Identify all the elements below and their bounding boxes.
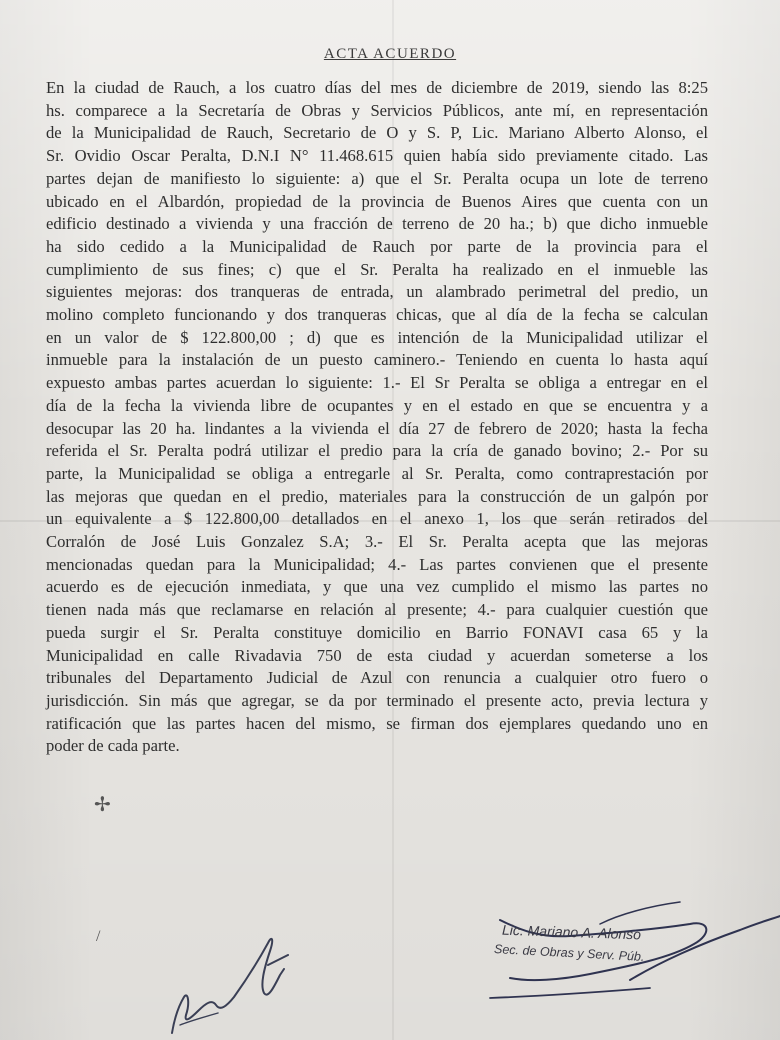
body-line: tienen nada más que reclamarse en relación al presente; 4.- para cualquier cuestión que (46, 600, 708, 620)
stamp-name: Lic. Mariano A. Alonso (501, 921, 642, 943)
body-line: en un valor de $ 122.800,00 ; d) que es intención de la Municipalidad utilizar el (46, 327, 708, 347)
body-line: partes dejan de manifiesto lo siguiente: a) que el Sr. Peralta ocupa un lote de terreno (46, 168, 708, 188)
body-line: jurisdicción. Sin más que agregar, se da por terminado el presente acto, previa lectura y (46, 690, 708, 710)
pen-mark: ✢ (94, 794, 111, 816)
body-line: Corralón de José Luis Gonzalez S.A; 3.- El Sr. Peralta acepta que las mejoras (46, 532, 708, 552)
body-line: inmueble para la instalación de un puesto caminero.- Teniendo en cuenta lo hasta aquí (46, 350, 708, 370)
body-line: molino completo funcionando y dos tranqueras chicas, que al día de la fecha se calculan (46, 305, 708, 325)
pen-mark: / (96, 928, 101, 945)
body-line: de la Municipalidad de Rauch, Secretario de O y S. P, Lic. Mariano Alberto Alonso, el (46, 123, 708, 143)
body-line: Municipalidad en calle Rivadavia 750 de esta ciudad y acuerdan someterse a los (46, 645, 708, 665)
body-line: siguientes mejoras: dos tranqueras de entrada, un alambrado perimetral del predio, un (46, 282, 708, 302)
body-line: ratificación que las partes hacen del mismo, se firman dos ejemplares quedando uno en (46, 713, 708, 733)
body-line: expuesto ambas partes acuerdan lo siguiente: 1.- El Sr Peralta se obliga a entregar en el (46, 373, 708, 393)
body-line: día de la fecha la vivienda libre de ocupantes y en el estado en que se encuentra y a (46, 395, 708, 415)
body-line: En la ciudad de Rauch, a los cuatro días del mes de diciembre de 2019, siendo las 8:25 (46, 78, 708, 97)
document-title: ACTA ACUERDO (323, 46, 457, 62)
body-line: parte, la Municipalidad se obliga a entregarle al Sr. Peralta, como contraprestación por (46, 463, 708, 483)
body-line: las mejoras que quedan en el predio, materiales para la construcción de un galpón por (46, 486, 708, 506)
body-line: tribunales del Departamento Judicial de Azul con renuncia a cualquier otro fuero o (46, 668, 708, 688)
signature-left (160, 925, 310, 1040)
body-line: Sr. Ovidio Oscar Peralta, D.N.I N° 11.468.615 quien había sido previamente citado. Las (46, 146, 708, 166)
body-line: mencionadas quedan para la Municipalidad; 4.- Las partes convienen que el presente (46, 554, 708, 574)
body-line: hs. comparece a la Secretaría de Obras y Servicios Públicos, ante mí, en representación (46, 100, 708, 120)
document-body (46, 77, 708, 758)
stamp-title: Sec. de Obras y Serv. Púb. (493, 942, 645, 964)
body-line: referida el Sr. Peralta podrá utilizar el predio para la cría de ganado bovino; 2.- Por su (46, 441, 708, 461)
body-line: un equivalente a $ 122.800,00 detallados en el anexo 1, los que serán retirados del (46, 509, 708, 529)
body-line: cumplimiento de sus fines; c) que el Sr. Peralta ha realizado en el inmueble las (46, 259, 708, 279)
body-line: pueda surgir el Sr. Peralta constituye domicilio en Barrio FONAVI casa 65 y la (46, 622, 708, 642)
body-line: edificio destinado a vivienda y una fracción de terreno de 20 ha.; b) que dicho inmueble (46, 214, 708, 234)
body-line: desocupar las 20 ha. lindantes a la vivienda el día 27 de febrero de 2020; hasta la fecha (46, 418, 708, 438)
body-line: poder de cada parte. (46, 736, 180, 756)
body-line: ubicado en el Albardón, propiedad de la provincia de Buenos Aires que cuenta con un (46, 191, 708, 211)
body-line: ha sido cedido a la Municipalidad de Rauch por parte de la provincia para el (46, 236, 708, 256)
body-line: acuerdo es de ejecución inmediata, y que una vez cumplido el mismo las partes no (46, 577, 708, 597)
